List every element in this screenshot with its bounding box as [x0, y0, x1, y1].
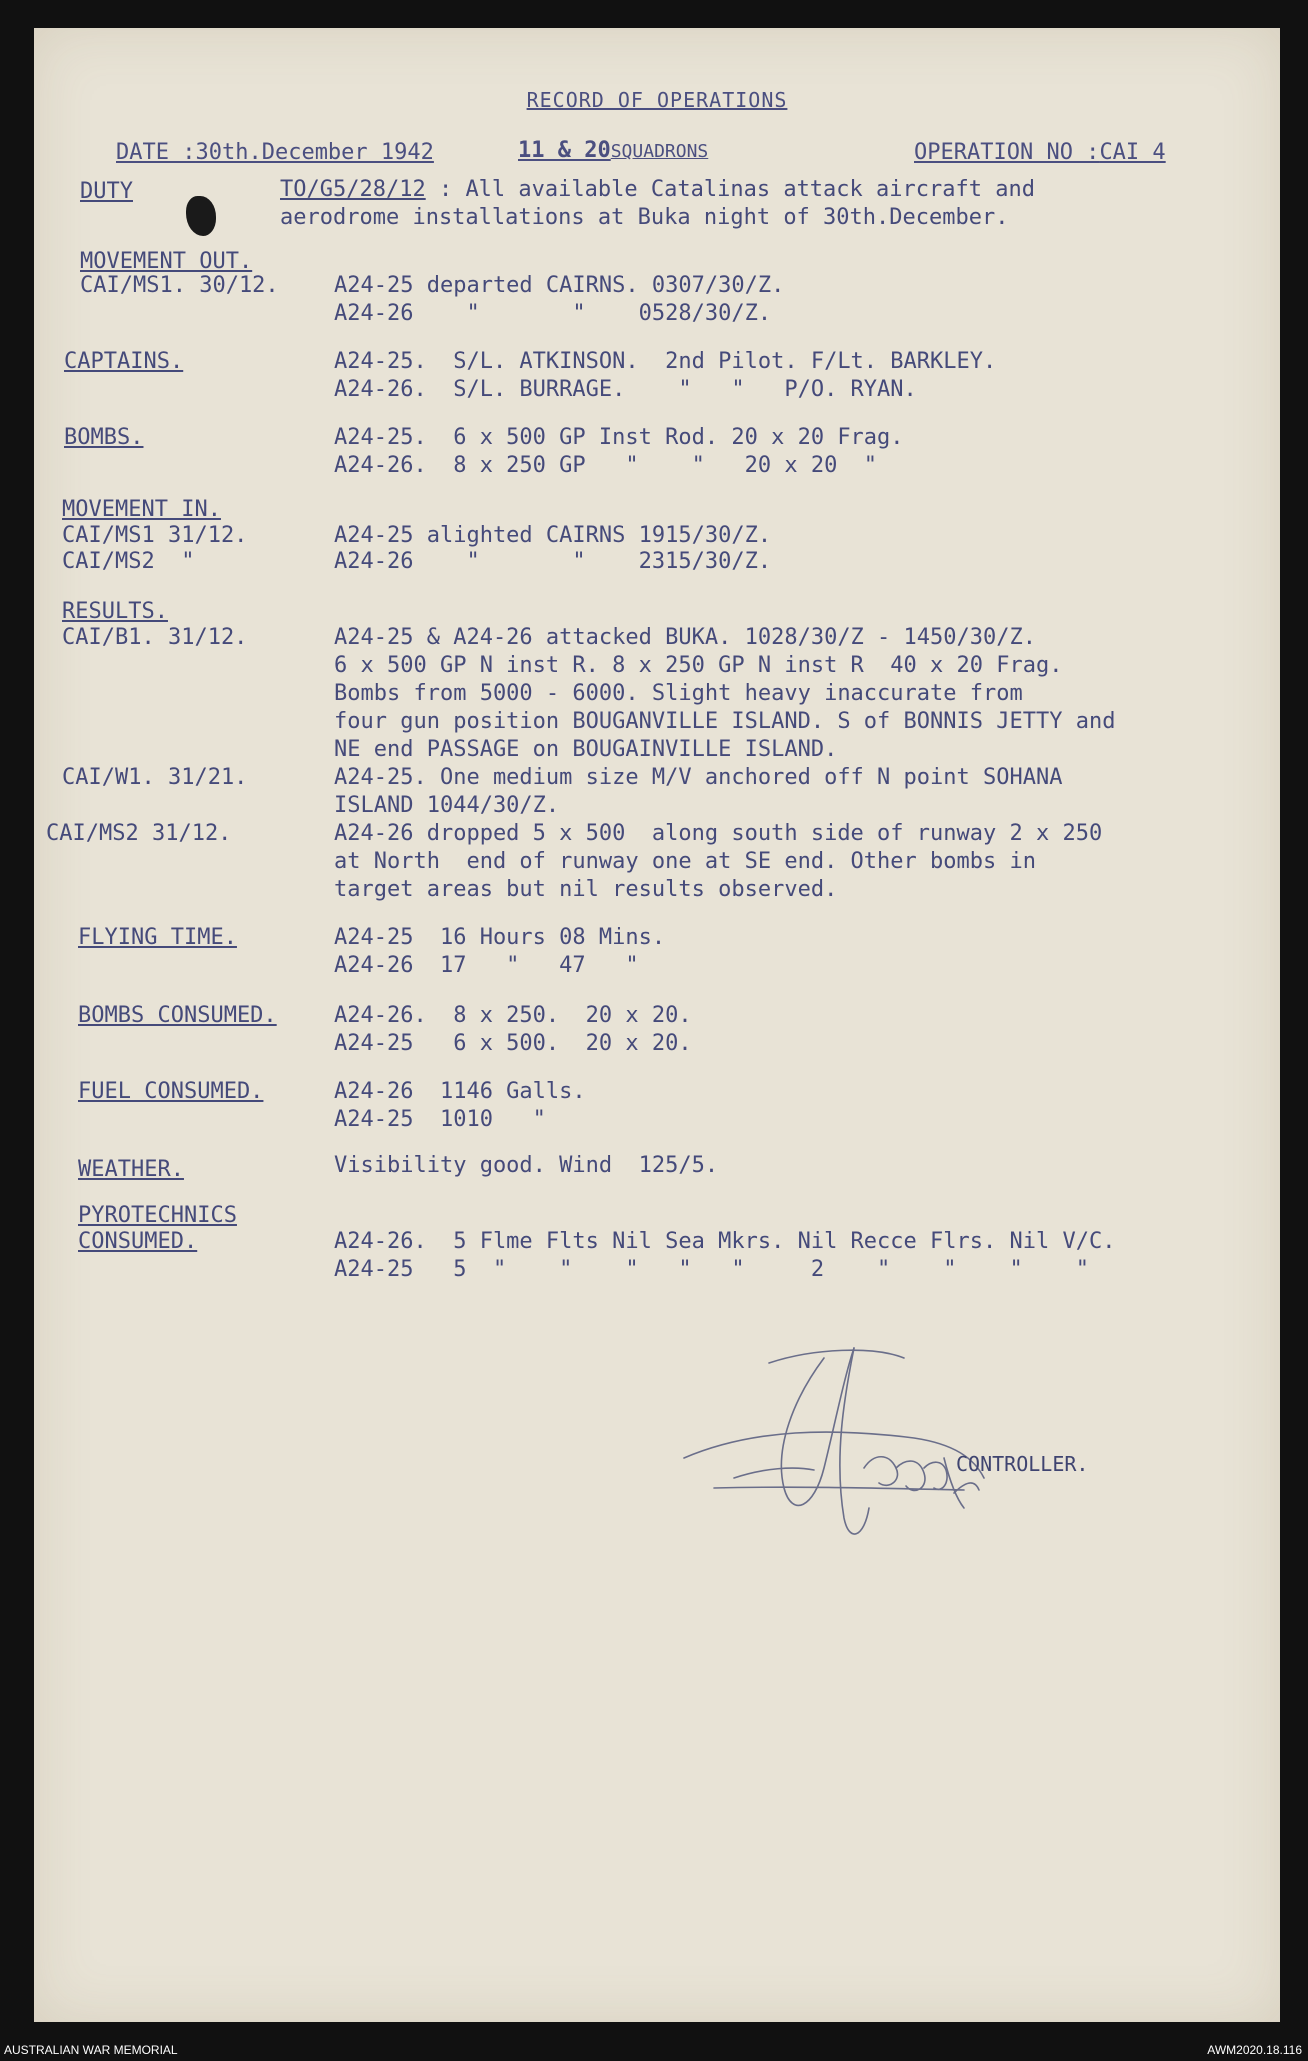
bombs-line-2: A24-26. 8 x 250 GP " " 20 x 20 ": [334, 453, 878, 478]
results-line-7: ISLAND 1044/30/Z.: [334, 793, 560, 818]
pyrotechnics-line-2: A24-25 5 " " " " " 2 " " " ": [334, 1257, 1089, 1282]
duty-ref: TO/G5/28/12: [280, 177, 426, 202]
movement-in-line-1: A24-25 alighted CAIRNS 1915/30/Z.: [334, 523, 772, 548]
movement-in-ref-1: CAI/MS1 31/12.: [62, 523, 248, 548]
movement-in-line-2: A24-26 " " 2315/30/Z.: [334, 549, 772, 574]
duty-line-1: [280, 176, 1035, 204]
flying-time-line-1: A24-25 16 Hours 08 Mins.: [334, 925, 666, 950]
flying-time-label: FLYING TIME.: [78, 925, 237, 950]
fuel-line-2: A24-25 1010 ": [334, 1107, 546, 1132]
results-line-9: at North end of runway one at SE end. Other bombs in: [334, 849, 1036, 874]
movement-out-label: MOVEMENT OUT.: [80, 249, 253, 274]
footer-institution: AUSTRALIAN WAR MEMORIAL: [4, 2043, 178, 2057]
results-ref-1: CAI/B1. 31/12.: [62, 625, 248, 650]
duty-text-1: : All available Catalinas attack aircraft and: [425, 177, 1035, 202]
document-page: [34, 28, 1280, 2022]
movement-out-ref: CAI/MS1. 30/12.: [80, 273, 279, 298]
document-title: RECORD OF OPERATIONS: [526, 88, 788, 112]
bombs-consumed-line-1: A24-26. 8 x 250. 20 x 20.: [334, 1003, 692, 1028]
results-line-1: A24-25 & A24-26 attacked BUKA. 1028/30/Z - 1450/30/Z.: [334, 625, 1036, 650]
results-line-6: A24-25. One medium size M/V anchored off N point SOHANA: [334, 765, 1063, 790]
flying-time-line-2: A24-26 17 " 47 ": [334, 953, 639, 978]
results-line-3: Bombs from 5000 - 6000. Slight heavy inaccurate from: [334, 681, 1023, 706]
date-label: DATE :: [116, 140, 196, 165]
squadrons-number: 11 & 20: [518, 138, 611, 163]
results-ref-2: CAI/W1. 31/21.: [62, 765, 248, 790]
duty-label: DUTY: [80, 179, 133, 204]
captains-line-2: A24-26. S/L. BURRAGE. " " P/O. RYAN.: [334, 377, 917, 402]
movement-out-line-2: A24-26 " " 0528/30/Z.: [334, 301, 772, 326]
results-ref-3: CAI/MS2 31/12.: [46, 821, 232, 846]
fuel-consumed-label: FUEL CONSUMED.: [78, 1079, 264, 1104]
operation-value: CAI 4: [1099, 140, 1166, 165]
operation-label: OPERATION NO :: [914, 140, 1100, 165]
date-value: 30th.December 1942: [195, 140, 434, 165]
squadrons-label: SQUADRONS: [610, 141, 709, 162]
weather-label: WEATHER.: [78, 1157, 184, 1182]
results-line-8: A24-26 dropped 5 x 500 along south side of runway 2 x 250: [334, 821, 1103, 846]
fuel-line-1: A24-26 1146 Galls.: [334, 1079, 586, 1104]
results-line-10: target areas but nil results observed.: [334, 877, 838, 902]
controller-signature: [674, 1318, 1014, 1558]
pyrotechnics-label: PYROTECHNICS: [78, 1203, 237, 1228]
movement-in-ref-2: CAI/MS2 ": [62, 549, 195, 574]
bombs-line-1: A24-25. 6 x 500 GP Inst Rod. 20 x 20 Frag.: [334, 425, 904, 450]
duty-line-2: aerodrome installations at Buka night of 30th.December.: [280, 205, 1009, 230]
date-field: [116, 140, 434, 165]
captains-line-1: A24-25. S/L. ATKINSON. 2nd Pilot. F/Lt. BARKLEY.: [334, 349, 997, 374]
weather-text: Visibility good. Wind 125/5.: [334, 1153, 719, 1178]
movement-in-label: MOVEMENT IN.: [62, 497, 221, 522]
results-line-2: 6 x 500 GP N inst R. 8 x 250 GP N inst R 40 x 20 Frag.: [334, 653, 1063, 678]
pyrotechnics-label-2: CONSUMED.: [78, 1229, 198, 1254]
squadrons-field: [518, 138, 708, 163]
operation-number: [914, 140, 1166, 165]
results-line-4: four gun position BOUGANVILLE ISLAND. S of BONNIS JETTY and: [334, 709, 1116, 734]
bombs-consumed-label: BOMBS CONSUMED.: [78, 1003, 277, 1028]
pyrotechnics-line-1: A24-26. 5 Flme Flts Nil Sea Mkrs. Nil Recce Flrs. Nil V/C.: [334, 1229, 1116, 1254]
bombs-consumed-line-2: A24-25 6 x 500. 20 x 20.: [334, 1031, 692, 1056]
footer-catalog-number: AWM2020.18.116: [1207, 2043, 1302, 2057]
results-line-5: NE end PASSAGE on BOUGAINVILLE ISLAND.: [334, 737, 838, 762]
bombs-label: BOMBS.: [64, 425, 144, 450]
paper-hole: [186, 196, 216, 236]
movement-out-line-1: A24-25 departed CAIRNS. 0307/30/Z.: [334, 273, 785, 298]
controller-label: CONTROLLER.: [956, 1452, 1089, 1476]
results-label: RESULTS.: [62, 599, 168, 624]
captains-label: CAPTAINS.: [64, 349, 184, 374]
